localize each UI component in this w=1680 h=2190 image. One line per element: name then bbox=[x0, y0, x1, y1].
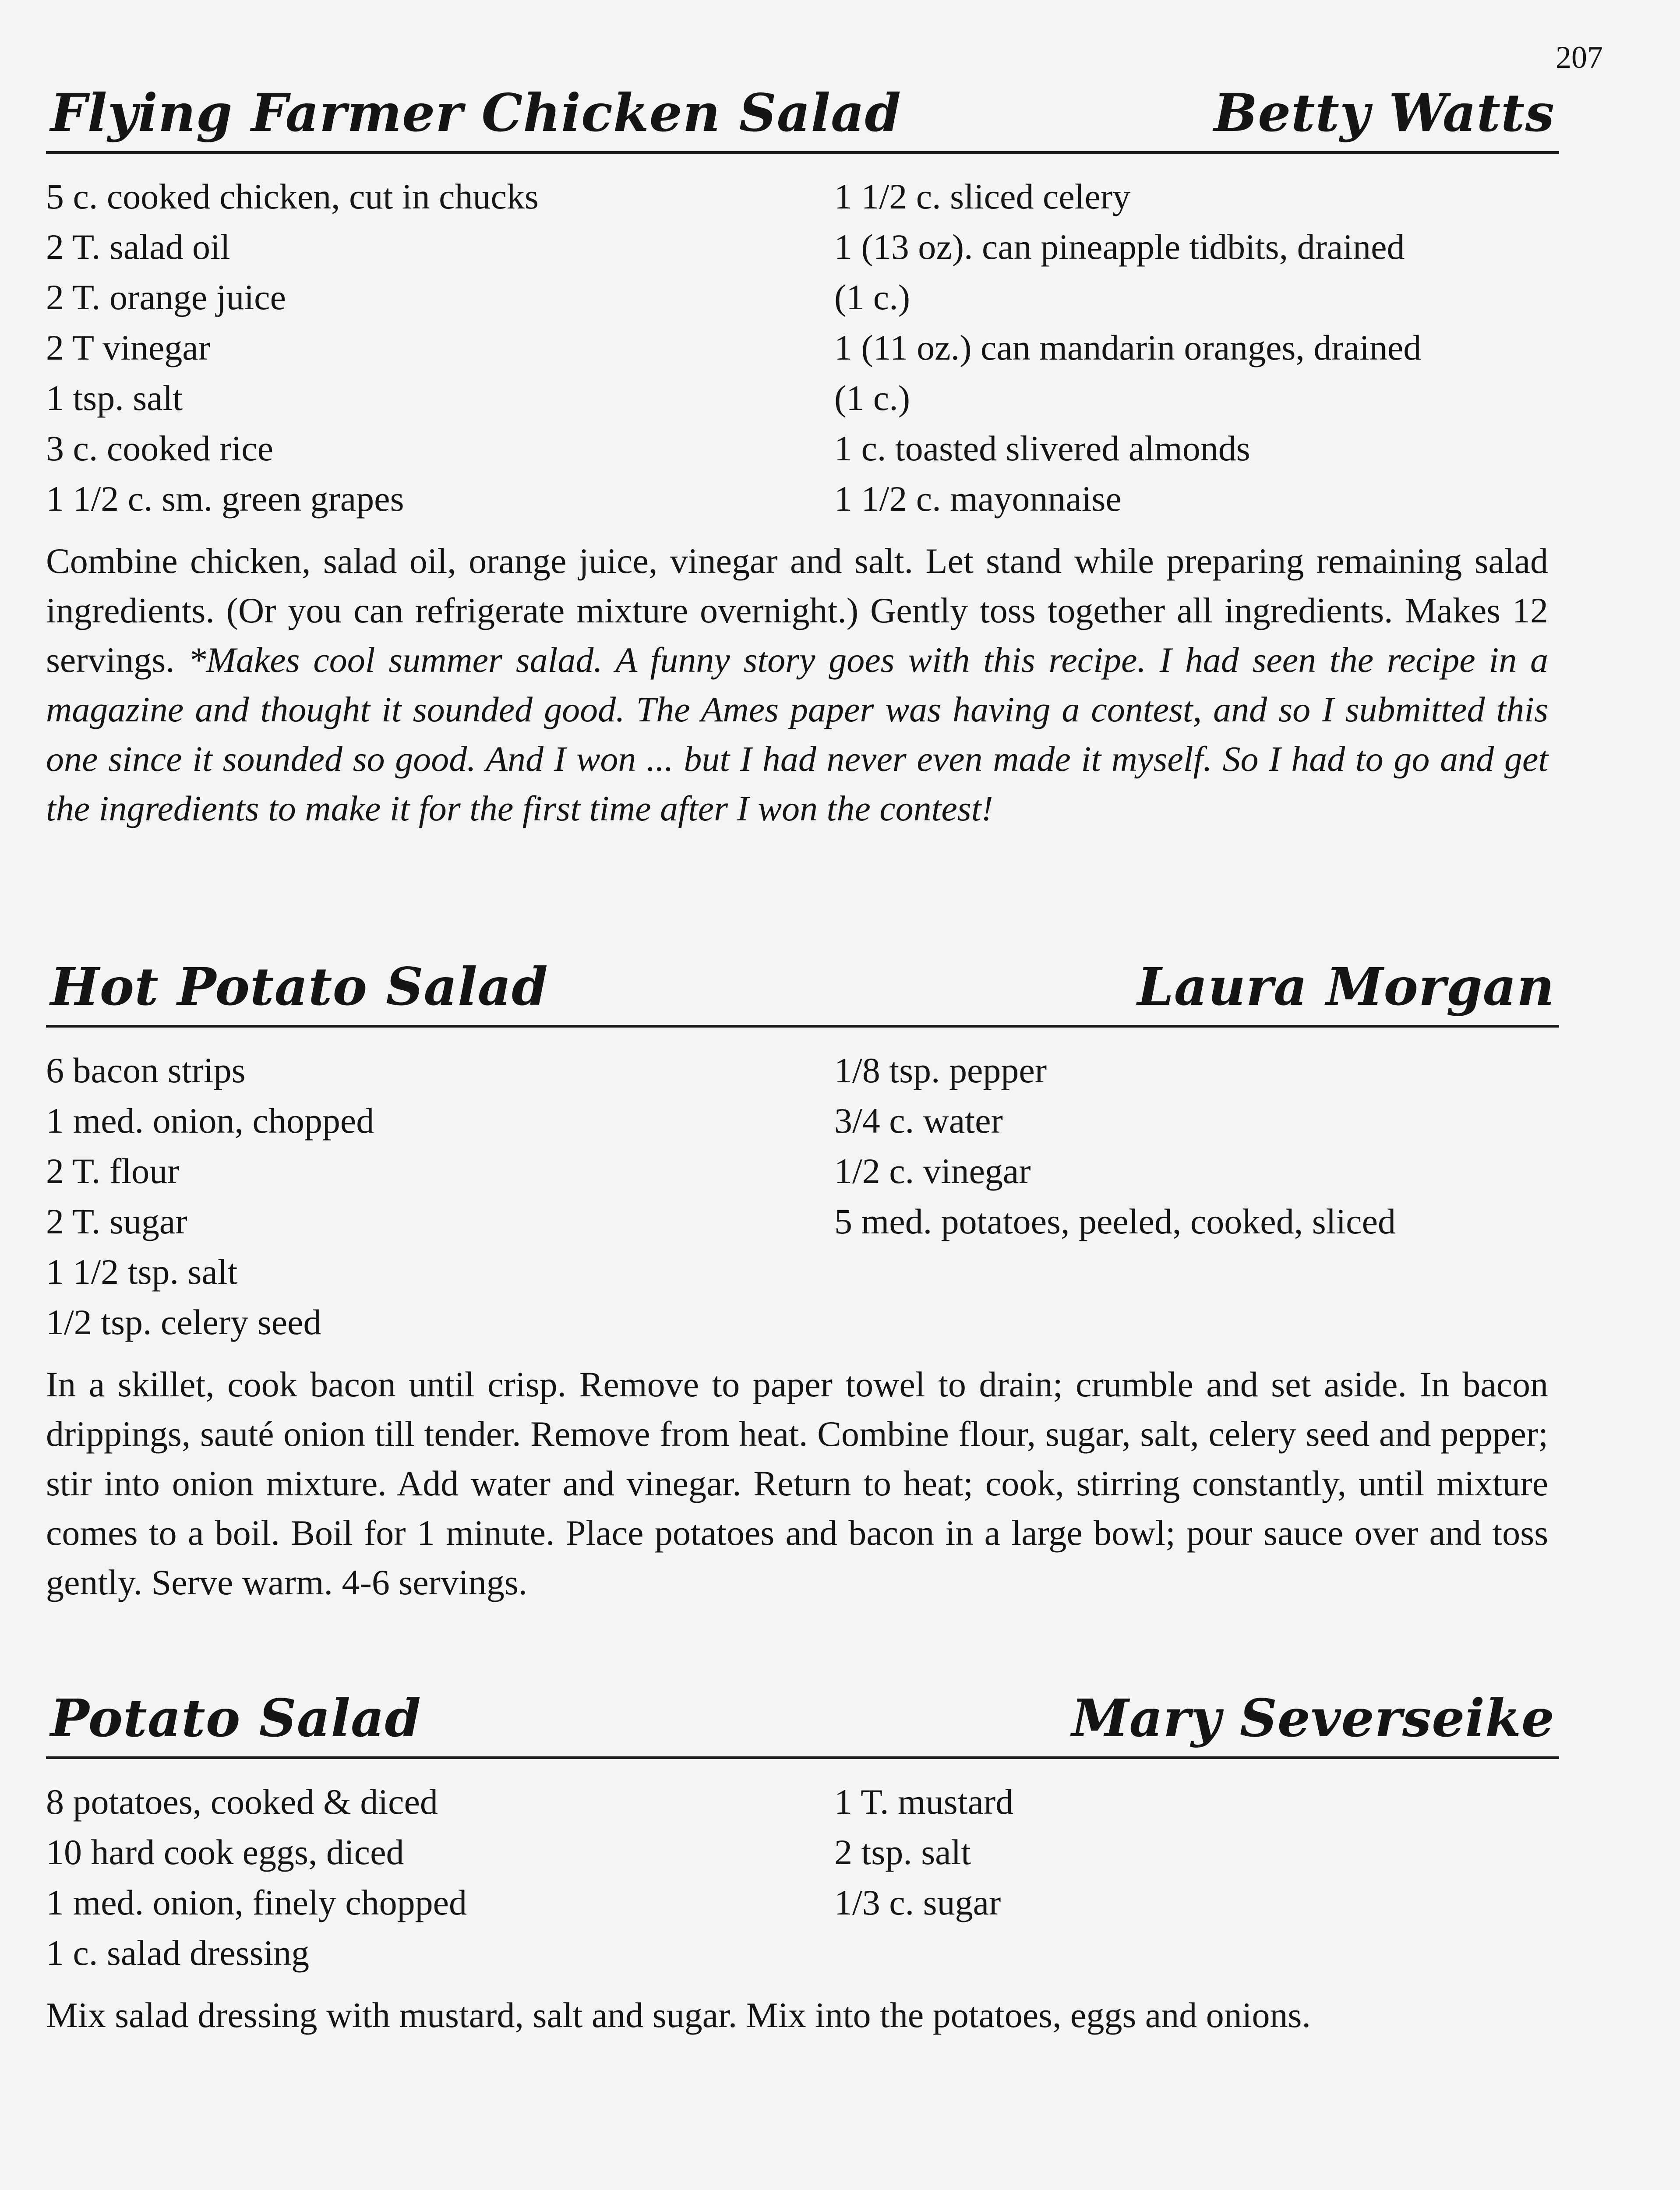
ingredient: 2 tsp. salt bbox=[834, 1832, 971, 1872]
recipe-note: *Makes cool summer salad. A funny story goes with this recipe. I had seen the recipe in a magazine and thought it sounded good. The Ames paper was having a contest, and so I submitted this one since it sounded so good. And I won ... but I had never even made it myself. So I had to go and get the ingredients to make it for the first time after I won the contest! bbox=[46, 640, 1548, 828]
ingredient: 8 potatoes, cooked & diced bbox=[46, 1782, 438, 1822]
ingredient: 2 T. flour bbox=[46, 1151, 180, 1191]
ingredient: 10 hard cook eggs, diced bbox=[46, 1832, 404, 1872]
ingredient-list bbox=[46, 1045, 1559, 1347]
ingredient: 1 1/2 c. sliced celery bbox=[834, 177, 1131, 216]
recipe-directions bbox=[46, 536, 1548, 833]
ingredient: (1 c.) bbox=[834, 378, 911, 418]
recipe-directions bbox=[46, 1360, 1548, 1607]
ingredient: 1 (11 oz.) can mandarin oranges, drained bbox=[834, 328, 1422, 367]
ingredient: 1 1/2 tsp. salt bbox=[46, 1252, 238, 1292]
recipe-header bbox=[46, 77, 1559, 151]
recipe-author: Laura Morgan bbox=[1137, 956, 1555, 1017]
ingredient: 1/2 tsp. celery seed bbox=[46, 1302, 321, 1342]
ingredient: 1 med. onion, finely chopped bbox=[46, 1883, 467, 1922]
ingredient-column-left bbox=[46, 1045, 834, 1347]
directions-text: Mix salad dressing with mustard, salt and sugar. Mix into the potatoes, eggs and onions. bbox=[46, 1995, 1311, 2035]
ingredient: (1 c.) bbox=[834, 277, 911, 317]
recipe-flying-farmer-chicken-salad bbox=[46, 77, 1559, 833]
ingredient: 2 T. salad oil bbox=[46, 227, 230, 267]
ingredient: 5 c. cooked chicken, cut in chucks bbox=[46, 177, 539, 216]
directions-text: In a skillet, cook bacon until crisp. Remove to paper towel to drain; crumble and set aside. In bacon drippings, sauté onion till tender. Remove from heat. Combine flour, sugar, salt, celery seed and pepper; stir into onion mixture. Add water and vinegar. Return to heat; cook, stirring constantly, until mixture comes to a boil. Boil for 1 minute. Place potatoes and bacon in a large bowl; pour sauce over and toss gently. Serve warm. 4-6 servings. bbox=[46, 1364, 1548, 1602]
ingredient: 1 1/2 c. sm. green grapes bbox=[46, 479, 404, 519]
recipe-title: Potato Salad bbox=[50, 1688, 421, 1748]
ingredient-list bbox=[46, 1777, 1559, 1978]
ingredient: 1/2 c. vinegar bbox=[834, 1151, 1031, 1191]
ingredient: 1 c. toasted slivered almonds bbox=[834, 428, 1250, 468]
recipe-potato-salad bbox=[46, 1682, 1559, 2040]
ingredient: 2 T. orange juice bbox=[46, 277, 286, 317]
title-rule bbox=[46, 1025, 1559, 1028]
recipe-title: Hot Potato Salad bbox=[50, 956, 548, 1017]
title-rule bbox=[46, 1756, 1559, 1759]
ingredient: 1 tsp. salt bbox=[46, 378, 183, 418]
page-number: 207 bbox=[1556, 40, 1603, 75]
recipe-author: Betty Watts bbox=[1214, 82, 1555, 143]
recipe-header bbox=[46, 950, 1559, 1025]
recipe-header bbox=[46, 1682, 1559, 1756]
ingredient: 1 (13 oz). can pineapple tidbits, drained bbox=[834, 227, 1405, 267]
ingredient: 2 T vinegar bbox=[46, 328, 211, 367]
ingredient: 2 T. sugar bbox=[46, 1201, 187, 1241]
ingredient-column-right bbox=[834, 1045, 1559, 1347]
recipe-author: Mary Severseike bbox=[1071, 1688, 1555, 1748]
directions-text: Combine chicken, salad oil, orange juice, vinegar and salt. Let stand while preparing remaining salad ingredients. (Or you can refrigerate mixture overnight.) Gently toss together all ingredients. Makes 12 servings. bbox=[46, 541, 1548, 680]
ingredient-column-left bbox=[46, 1777, 834, 1978]
ingredient-column-right bbox=[834, 1777, 1559, 1978]
recipe-title: Flying Farmer Chicken Salad bbox=[50, 82, 902, 143]
ingredient: 1 c. salad dressing bbox=[46, 1933, 310, 1973]
recipe-hot-potato-salad bbox=[46, 950, 1559, 1607]
ingredient: 1/8 tsp. pepper bbox=[834, 1050, 1047, 1090]
ingredient: 1 1/2 c. mayonnaise bbox=[834, 479, 1122, 519]
ingredient: 3 c. cooked rice bbox=[46, 428, 274, 468]
recipe-directions bbox=[46, 1990, 1548, 2040]
ingredient: 6 bacon strips bbox=[46, 1050, 246, 1090]
ingredient-column-left bbox=[46, 171, 834, 524]
ingredient: 1 med. onion, chopped bbox=[46, 1101, 374, 1141]
ingredient: 1 T. mustard bbox=[834, 1782, 1014, 1822]
ingredient-column-right bbox=[834, 171, 1559, 524]
ingredient-list bbox=[46, 171, 1559, 524]
ingredient: 5 med. potatoes, peeled, cooked, sliced bbox=[834, 1201, 1396, 1241]
ingredient: 1/3 c. sugar bbox=[834, 1883, 1001, 1922]
ingredient: 3/4 c. water bbox=[834, 1101, 1003, 1141]
title-rule bbox=[46, 151, 1559, 154]
